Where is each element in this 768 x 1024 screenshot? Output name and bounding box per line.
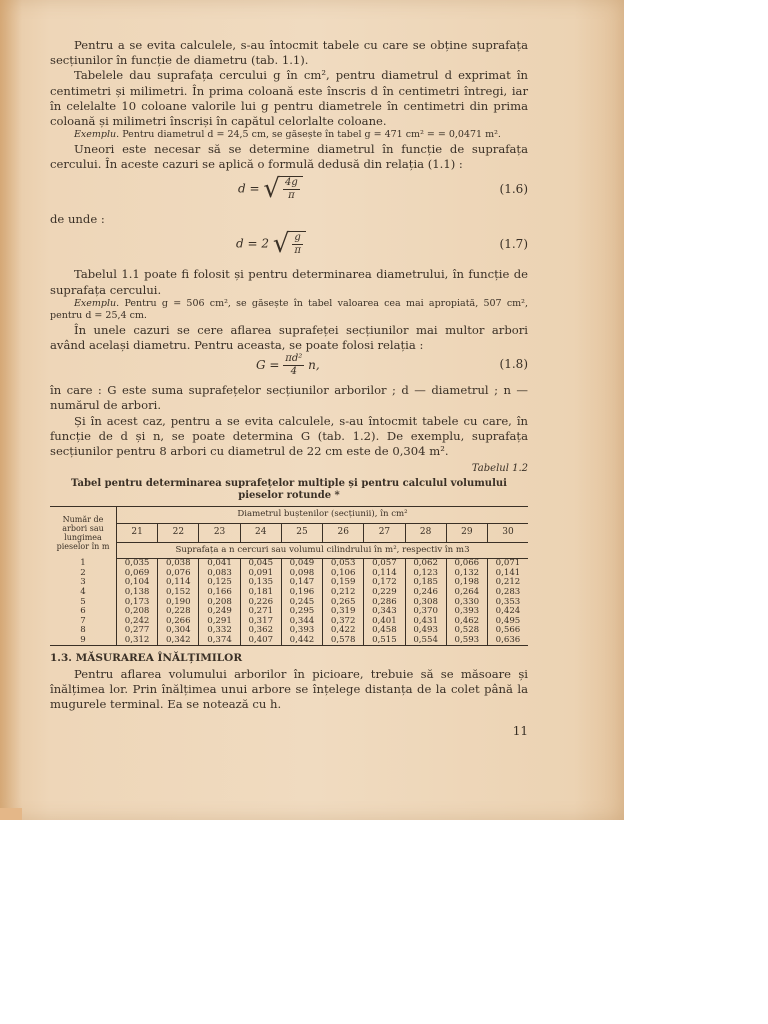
table-cell: 0,245 bbox=[281, 598, 322, 608]
table-cell: 0,190 bbox=[158, 598, 199, 608]
table-column-header: 28 bbox=[405, 523, 446, 542]
paragraph-heights: Pentru aflarea volumului arborilor în picioare, trebuie să se măsoare și înălțimea lor. Prin înălțimea unui arbore se înțelege distanța de la colet până la mugurele terminal. Ea se notează cu h. bbox=[50, 666, 528, 712]
table-cell: 0,166 bbox=[199, 588, 240, 598]
table-row-number: 2 bbox=[50, 569, 117, 579]
paragraph-tables-description: Tabelele dau suprafața cercului g în cm², pentru diametrul d exprimat în centimetri și milimetri. În prima coloană este înscris d în centimetri întregi, iar în celelalte 10 coloane valorile lui g pentru diametrele în centimetri din prima coloană și milimetri înscriși în capătul celorlalte coloane. bbox=[50, 68, 528, 129]
formula-1-8-rhs: n, bbox=[308, 358, 320, 373]
sqrt-icon: √ bbox=[272, 229, 290, 260]
table-column-header: 21 bbox=[117, 523, 158, 542]
table-cell: 0,242 bbox=[117, 617, 158, 627]
table-cell: 0,407 bbox=[240, 636, 281, 646]
formula-1-8-number: (1.8) bbox=[499, 357, 528, 372]
paragraph-variables: în care : G este suma suprafețelor secțiunilor arborilor ; d — diametrul ; n — numărul de arbori. bbox=[50, 383, 528, 413]
formula-1-6-lhs: d = bbox=[238, 181, 260, 196]
formula-1-7-lhs: d = 2 bbox=[236, 236, 269, 251]
table-row-number: 7 bbox=[50, 617, 117, 627]
table-cell: 0,393 bbox=[281, 626, 322, 636]
table-row-number: 3 bbox=[50, 578, 117, 588]
formula-1-7-numerator: g bbox=[294, 232, 301, 244]
table-cell: 0,141 bbox=[495, 567, 521, 578]
table-cell: 0,286 bbox=[364, 598, 405, 608]
table-column-header: 22 bbox=[158, 523, 199, 542]
table-cell: 0,362 bbox=[240, 626, 281, 636]
table-cell: 0,636 bbox=[487, 636, 528, 646]
table-cell: 0,566 bbox=[495, 625, 521, 636]
table-cell: 0,132 bbox=[446, 569, 487, 579]
table-cell: 0,422 bbox=[323, 626, 364, 636]
table-cell: 0,401 bbox=[364, 617, 405, 627]
table-cell: 0,226 bbox=[240, 598, 281, 608]
page-number: 11 bbox=[512, 724, 528, 739]
table-cell: 0,277 bbox=[117, 626, 158, 636]
example-2 bbox=[50, 298, 528, 323]
text-de-unde: de unde : bbox=[50, 212, 105, 227]
table-cell: 0,208 bbox=[117, 607, 158, 617]
table-row-number: 9 bbox=[50, 636, 117, 646]
page-content bbox=[50, 38, 528, 740]
table-cell: 0,062 bbox=[405, 559, 446, 569]
data-table bbox=[50, 506, 528, 646]
table-cell: 0,528 bbox=[446, 626, 487, 636]
table-cell: 0,343 bbox=[364, 607, 405, 617]
table-column-header-row bbox=[50, 523, 528, 542]
table-cell: 0,265 bbox=[323, 598, 364, 608]
formula-1-6 bbox=[50, 172, 528, 212]
table-cell: 0,172 bbox=[364, 578, 405, 588]
table-row-number: 6 bbox=[50, 607, 117, 617]
table-cell: 0,554 bbox=[405, 636, 446, 646]
table-cell: 0,319 bbox=[323, 607, 364, 617]
table-cell: 0,069 bbox=[117, 569, 158, 579]
table-cell: 0,330 bbox=[446, 598, 487, 608]
paragraph-tables-intro: Pentru a se evita calculele, s-au întocmit tabele cu care se obține suprafața secțiunilor în funcție de diametru (tab. 1.1). bbox=[50, 38, 528, 68]
example-1-text: Pentru diametrul d = 24,5 cm, se găsește în tabel g = 471 cm² = = 0,0471 m². bbox=[122, 129, 501, 141]
table-cell: 0,198 bbox=[446, 578, 487, 588]
table-sub-header: Suprafața a n cercuri sau volumul cilindrului în m², respectiv în m3 bbox=[117, 542, 529, 559]
table-column-header: 23 bbox=[199, 523, 240, 542]
section-heading: 1.3. MĂSURAREA ÎNĂLȚIMILOR bbox=[50, 652, 243, 665]
table-row-number: 1 bbox=[50, 559, 117, 569]
table-cell: 0,035 bbox=[117, 559, 158, 569]
table-cell: 0,304 bbox=[158, 626, 199, 636]
table-cell: 0,057 bbox=[364, 559, 405, 569]
table-cell: 0,271 bbox=[240, 607, 281, 617]
table-cell: 0,431 bbox=[405, 617, 446, 627]
table-cell: 0,106 bbox=[323, 569, 364, 579]
table-cell: 0,264 bbox=[446, 588, 487, 598]
formula-1-8-denominator: 4 bbox=[290, 366, 297, 378]
table-cell: 0,173 bbox=[117, 598, 158, 608]
table-cell: 0,076 bbox=[158, 569, 199, 579]
table-cell: 0,495 bbox=[495, 615, 521, 626]
paragraph-diameter-from-area: Uneori este necesar să se determine diametrul în funcție de suprafața cercului. În aceste cazuri se aplică o formulă dedusă din relația (1.1) : bbox=[50, 141, 528, 171]
table-cell: 0,098 bbox=[281, 569, 322, 579]
table-cell: 0,283 bbox=[495, 586, 521, 597]
page-tab bbox=[0, 808, 22, 820]
table-cell: 0,353 bbox=[495, 596, 521, 607]
formula-1-6-numerator: 4g bbox=[284, 177, 298, 189]
table-cell: 0,159 bbox=[323, 578, 364, 588]
formula-1-8-lhs: G = bbox=[256, 358, 280, 373]
table-cell: 0,053 bbox=[323, 559, 364, 569]
table-cell: 0,185 bbox=[405, 578, 446, 588]
table-cell: 0,374 bbox=[199, 636, 240, 646]
formula-1-8 bbox=[50, 353, 528, 383]
table-column-header: 25 bbox=[281, 523, 322, 542]
formula-1-6-denominator: π bbox=[288, 190, 295, 202]
table-cell: 0,308 bbox=[405, 598, 446, 608]
table-cell: 0,266 bbox=[158, 617, 199, 627]
example-2-label: Exemplu. bbox=[74, 297, 120, 309]
table-row-header: Număr de arbori sau lungimea pieselor în m bbox=[50, 507, 117, 559]
table-cell: 0,135 bbox=[240, 578, 281, 588]
table-body bbox=[50, 559, 528, 646]
table-row-number: 5 bbox=[50, 598, 117, 608]
table-cell: 0,045 bbox=[240, 559, 281, 569]
table-cell: 0,071 bbox=[495, 558, 521, 569]
table-cell: 0,212 bbox=[495, 577, 521, 588]
table-cell: 0,393 bbox=[446, 607, 487, 617]
table-cell: 0,291 bbox=[199, 617, 240, 627]
table-cell: 0,332 bbox=[199, 626, 240, 636]
table-cell: 0,593 bbox=[446, 636, 487, 646]
table-label: Tabelul 1.2 bbox=[471, 463, 528, 475]
table-row-number: 4 bbox=[50, 588, 117, 598]
table-top-header: Diametrul buștenilor (secțiunii), în cm² bbox=[117, 507, 529, 524]
table-column-header: 24 bbox=[240, 523, 281, 542]
table-cell: 0,228 bbox=[158, 607, 199, 617]
formula-1-6-number: (1.6) bbox=[499, 182, 528, 197]
table-cell: 0,196 bbox=[281, 588, 322, 598]
paragraph-table-diameter: Tabelul 1.1 poate fi folosit și pentru determinarea diametrului, în funcție de suprafața cercului. bbox=[50, 267, 528, 297]
example-1 bbox=[50, 129, 528, 142]
table-cell: 0,458 bbox=[364, 626, 405, 636]
table-cell: 0,152 bbox=[158, 588, 199, 598]
table-cell: 0,208 bbox=[199, 598, 240, 608]
table-row-number: 8 bbox=[50, 626, 117, 636]
table-cell: 0,493 bbox=[405, 626, 446, 636]
table-cell: 0,038 bbox=[158, 559, 199, 569]
paragraph-table-1-2-intro: Și în acest caz, pentru a se evita calculele, s-au întocmit tabele cu care, în funcție de d și n, se poate determina G (tab. 1.2). De exemplu, suprafața secțiunilor pentru 8 arbori cu diametrul de 22 cm este de 0,304 m². bbox=[50, 413, 528, 458]
page-edge-stain bbox=[0, 0, 22, 820]
table-column-header: 26 bbox=[323, 523, 364, 542]
table-cell: 0,125 bbox=[199, 578, 240, 588]
table-row bbox=[50, 636, 528, 646]
formula-1-7-denominator: π bbox=[294, 245, 301, 257]
table-cell: 0,041 bbox=[199, 559, 240, 569]
table-cell: 0,066 bbox=[446, 559, 487, 569]
table-cell: 0,312 bbox=[117, 636, 158, 646]
table-column-header: 27 bbox=[364, 523, 405, 542]
table-cell: 0,123 bbox=[405, 569, 446, 579]
table-cell: 0,114 bbox=[364, 569, 405, 579]
table-cell: 0,578 bbox=[323, 636, 364, 646]
table-cell: 0,049 bbox=[281, 559, 322, 569]
table-cell: 0,249 bbox=[199, 607, 240, 617]
table-cell: 0,181 bbox=[240, 588, 281, 598]
table-column-header: 30 bbox=[487, 523, 528, 542]
table-cell: 0,462 bbox=[446, 617, 487, 627]
example-1-label: Exemplu. bbox=[74, 129, 120, 141]
formula-1-7 bbox=[50, 227, 528, 267]
example-2-text: Pentru g = 506 cm², se găsește în tabel valoarea cea mai apropiată, 507 cm², pentru d = 25,4 cm. bbox=[50, 297, 528, 322]
table-cell: 0,114 bbox=[158, 578, 199, 588]
table-cell: 0,147 bbox=[281, 578, 322, 588]
table-cell: 0,246 bbox=[405, 588, 446, 598]
table-cell: 0,104 bbox=[117, 578, 158, 588]
formula-1-8-numerator: πd² bbox=[285, 353, 303, 365]
table-cell: 0,317 bbox=[240, 617, 281, 627]
table-cell: 0,442 bbox=[281, 636, 322, 646]
table-cell: 0,229 bbox=[364, 588, 405, 598]
formula-1-7-number: (1.7) bbox=[499, 237, 528, 252]
table-cell: 0,138 bbox=[117, 588, 158, 598]
sqrt-icon: √ bbox=[263, 174, 280, 205]
table-cell: 0,342 bbox=[158, 636, 199, 646]
table-cell: 0,372 bbox=[323, 617, 364, 627]
table-cell: 0,295 bbox=[281, 607, 322, 617]
table-column-header: 29 bbox=[446, 523, 487, 542]
paragraph-multiple-trees: În unele cazuri se cere aflarea suprafeței secțiunilor mai multor arbori având același diametru. Pentru aceasta, se poate folosi relația : bbox=[50, 322, 528, 352]
table-cell: 0,091 bbox=[240, 569, 281, 579]
table-cell: 0,515 bbox=[364, 636, 405, 646]
table-cell: 0,370 bbox=[405, 607, 446, 617]
table-cell: 0,344 bbox=[281, 617, 322, 627]
table-cell: 0,212 bbox=[323, 588, 364, 598]
table-title: Tabel pentru determinarea suprafețelor multiple și pentru calculul volumului pieselor rotunde * bbox=[71, 478, 507, 502]
table-cell: 0,083 bbox=[199, 569, 240, 579]
table-cell: 0,424 bbox=[495, 606, 521, 617]
